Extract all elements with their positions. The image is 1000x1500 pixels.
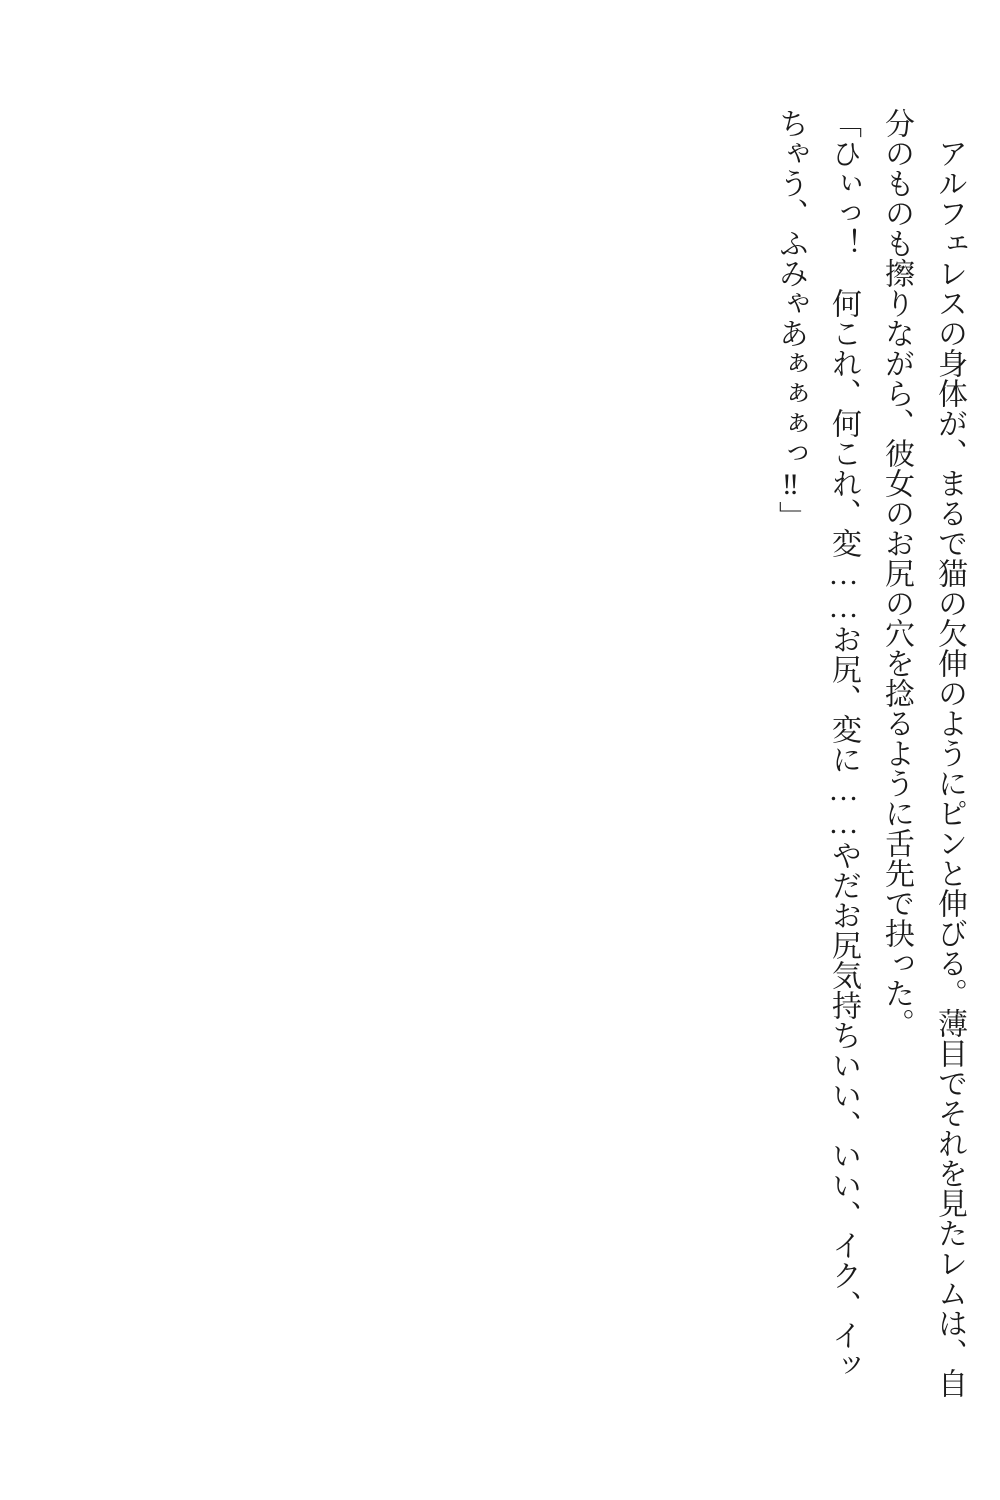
text-line: アルフェレスの身体が、まるで猫の欠伸のようにピンと伸びる。薄目でそれを見たレムは、自 <box>933 138 966 1398</box>
text-line: 分のものも擦りながら、彼女のお尻の穴を捻るように舌先で抉った。 <box>880 108 913 1038</box>
vertical-text-block <box>764 108 976 1408</box>
text-line: 「ひぃっ！ 何これ、何これ、変……お尻、変に……やだお尻気持ちいい、いい、イク、イッ <box>827 108 860 1380</box>
text-line: ちゃう、ふみゃあぁぁぁっ‼」 <box>774 108 807 531</box>
